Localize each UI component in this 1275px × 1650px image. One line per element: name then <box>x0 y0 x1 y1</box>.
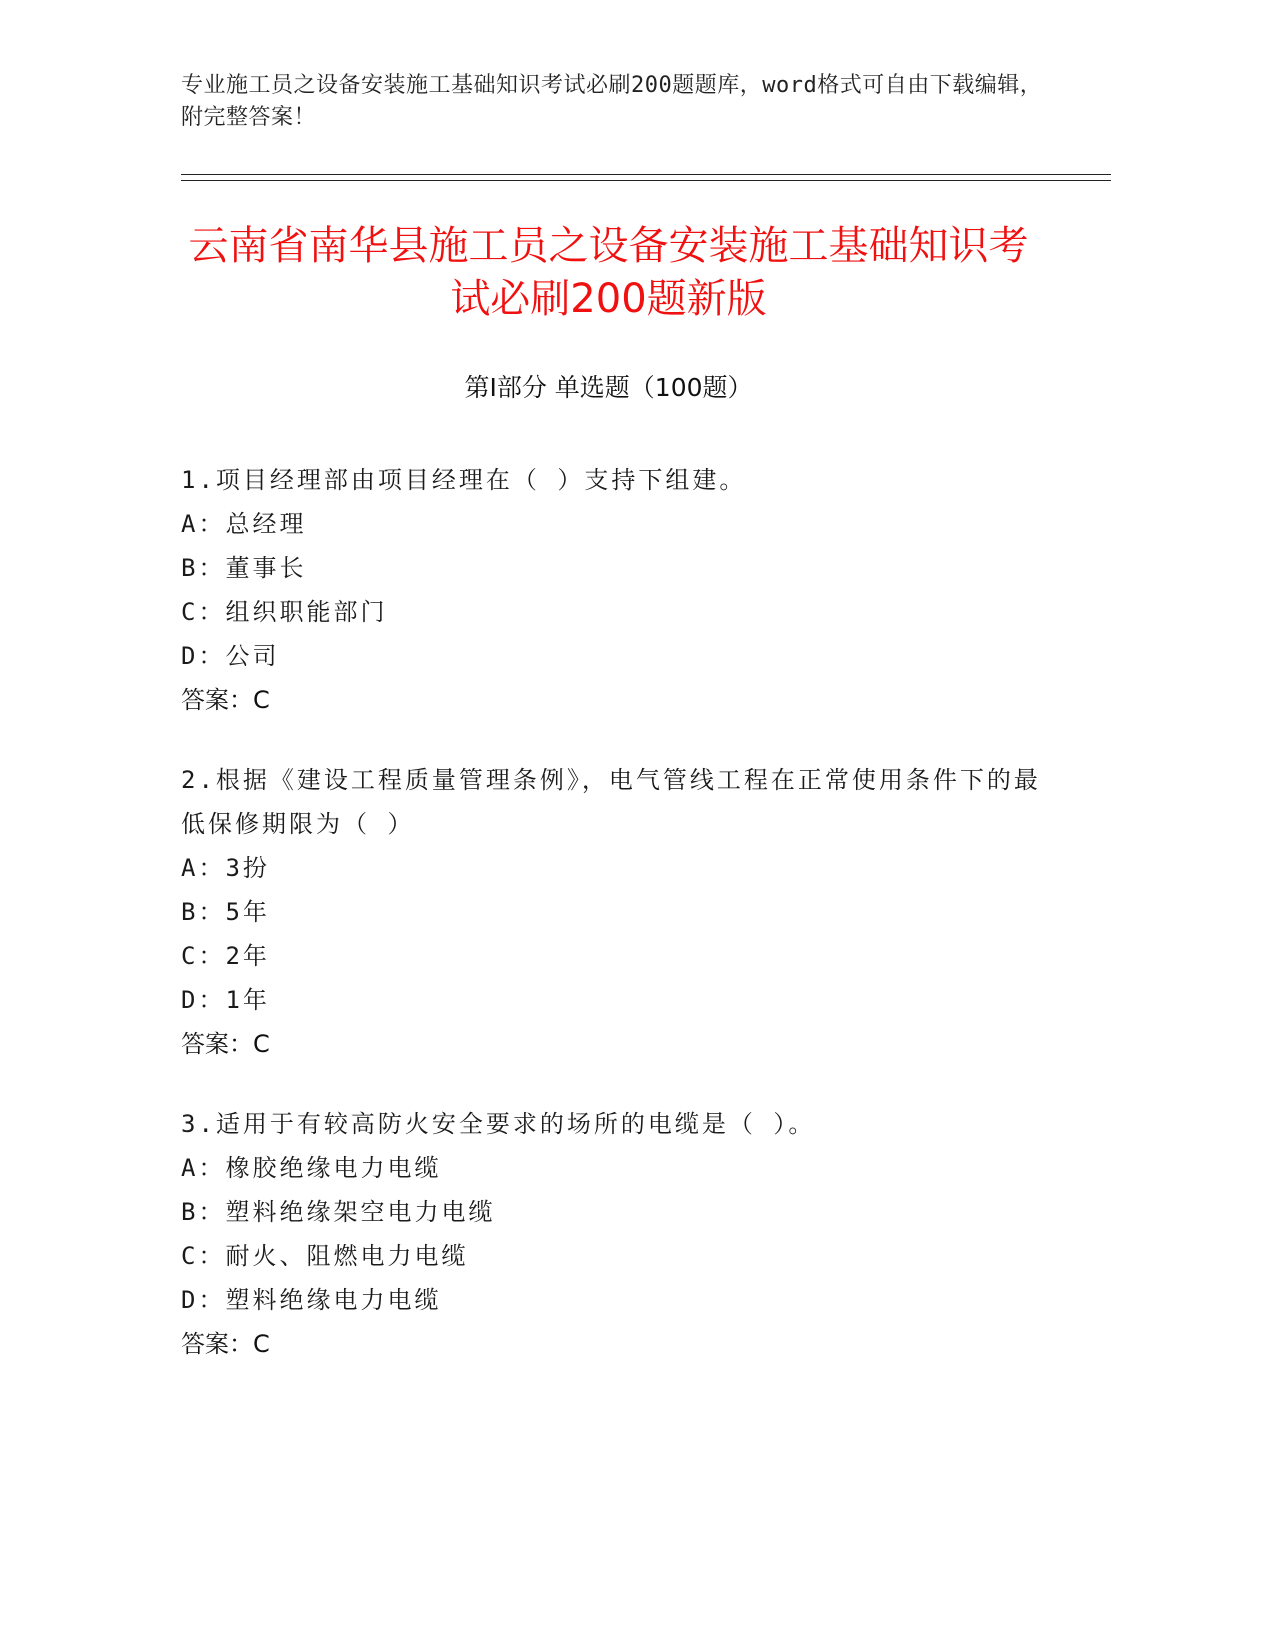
question-stem: 2.根据《建设工程质量管理条例》，电气管线工程在正常使用条件下的最低保修期限为（ ） <box>181 766 1041 838</box>
header-rule-bottom <box>181 180 1111 181</box>
option-b: B：塑料绝缘架空电力电缆 <box>181 1198 496 1226</box>
section-title: 第Ⅰ部分 单选题（100题） <box>464 373 753 402</box>
document-title: 云南省南华县施工员之设备安装施工基础知识考试必刷200题新版 <box>188 223 1029 322</box>
question-list <box>181 458 1041 1402</box>
option-b: B：5年 <box>181 898 270 926</box>
option-a: A：总经理 <box>181 510 307 538</box>
question-3 <box>181 1102 1041 1366</box>
option-c: C：组织职能部门 <box>181 598 388 626</box>
option-a: A：3扮 <box>181 854 270 882</box>
question-1 <box>181 458 1041 722</box>
option-d: D：公司 <box>181 642 280 670</box>
question-2 <box>181 758 1041 1066</box>
option-c: C：耐火、阻燃电力电缆 <box>181 1242 469 1270</box>
header-note: 专业施工员之设备安装施工基础知识考试必刷200题题库，word格式可自由下载编辑，附完整答案！ <box>181 73 1043 130</box>
option-c: C：2年 <box>181 942 270 970</box>
answer-line: 答案：C <box>181 686 270 714</box>
question-stem: 1.项目经理部由项目经理在（ ）支持下组建。 <box>181 466 747 494</box>
header-rule-top <box>181 174 1111 175</box>
option-b: B：董事长 <box>181 554 307 582</box>
question-stem: 3.适用于有较高防火安全要求的场所的电缆是（ ）。 <box>181 1110 816 1138</box>
answer-line: 答案：C <box>181 1330 270 1358</box>
option-d: D：1年 <box>181 986 270 1014</box>
option-d: D：塑料绝缘电力电缆 <box>181 1286 442 1314</box>
option-a: A：橡胶绝缘电力电缆 <box>181 1154 442 1182</box>
answer-line: 答案：C <box>181 1030 270 1058</box>
